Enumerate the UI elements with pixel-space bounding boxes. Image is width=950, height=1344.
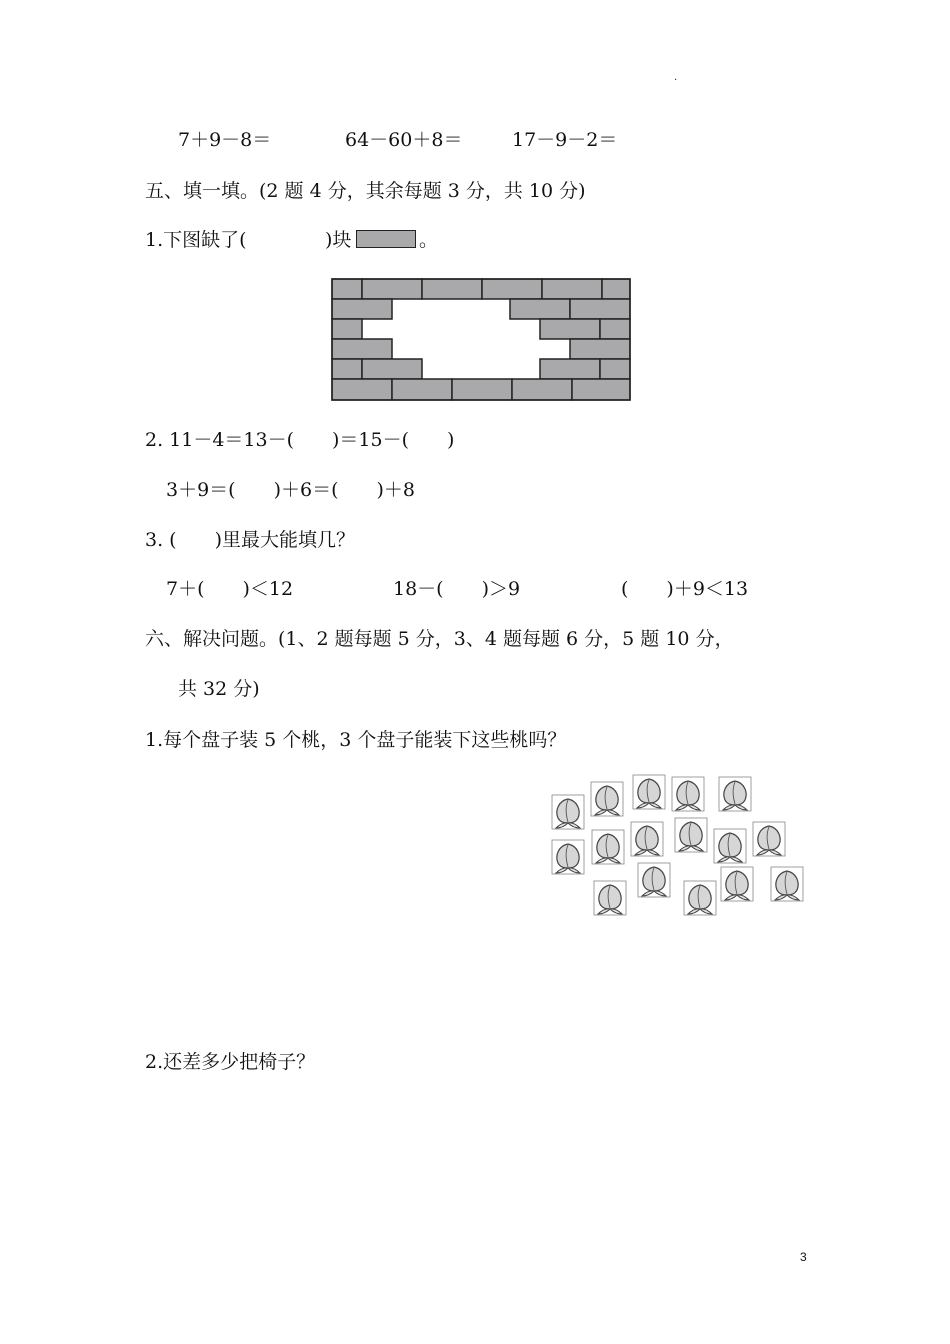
peach-icon [675,818,707,852]
peach-icon [753,822,785,856]
section5-title: 五、填一填。(2 题 4 分，其余每题 3 分，共 10 分) [145,180,586,202]
section5-q1-suffix: 。 [419,229,439,251]
section6-q1: 1.每个盘子装 5 个桃，3 个盘子能装下这些桃吗？ [145,729,567,751]
peach-icon [721,867,753,901]
section5-q3-a: 7＋( )＜12 [166,578,294,600]
peach-icon [633,775,665,809]
calc-expression-1: 7＋9－8＝ [178,129,272,151]
page-number: 3 [800,1250,807,1264]
calc-expression-3: 17－9－2＝ [512,129,618,151]
peach-icon [719,777,751,811]
section6-q2: 2.还差多少把椅子？ [145,1051,316,1073]
section5-q2-line1: 2. 11－4＝13－( )＝15－( ) [145,429,455,451]
peach-icon [714,829,746,863]
peach-icon [631,822,663,856]
brick-sample-icon [356,230,416,248]
top-dot: . [674,72,678,83]
section5-q1-mid: )块 [325,229,352,251]
peach-icon [594,881,626,915]
brick-wall-figure [331,278,631,402]
peaches-figure [548,770,810,920]
section5-q2-line2: 3＋9＝( )＋6＝( )＋8 [166,479,416,501]
section5-q3-title: 3. ( )里最大能填几？ [145,529,355,551]
peach-icon [552,840,584,874]
section6-title-line2: 共 32 分) [178,678,260,700]
calc-expression-2: 64－60＋8＝ [345,129,463,151]
peach-icon [592,830,624,864]
section5-q3-b: 18－( )＞9 [393,578,521,600]
section5-q1-prefix: 1.下图缺了( [145,229,247,251]
peach-icon [684,881,716,915]
section6-title-line1: 六、解决问题。(1、2 题每题 5 分，3、4 题每题 6 分，5 题 10 分， [145,628,734,650]
peach-icon [638,863,670,897]
peach-icon [591,782,623,816]
section5-q3-c: ( )＋9＜13 [621,578,749,600]
peach-icon [672,777,704,811]
peach-icon [552,795,584,829]
